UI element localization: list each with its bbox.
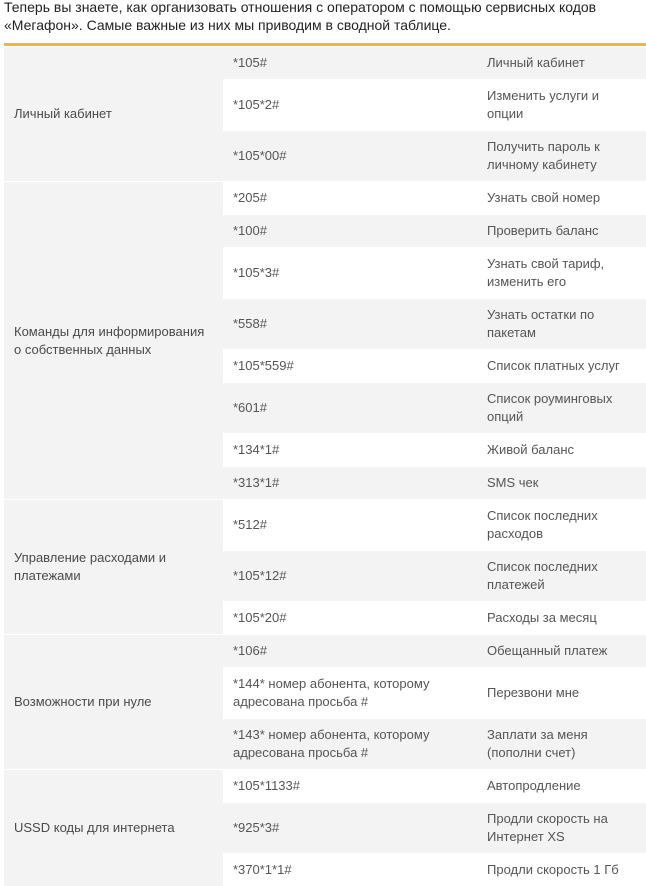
description-cell: Автопродление bbox=[477, 770, 646, 803]
code-cell: *558# bbox=[223, 299, 477, 350]
code-cell: *313*1# bbox=[223, 467, 477, 500]
code-cell: *105*1133# bbox=[223, 770, 477, 803]
description-cell: Список последних платежей bbox=[477, 551, 646, 602]
code-cell: *105*3# bbox=[223, 248, 477, 299]
code-cell: *105*12# bbox=[223, 551, 477, 602]
table-row bbox=[4, 635, 646, 668]
description-cell: Список роуминговых опций bbox=[477, 383, 646, 434]
code-cell: *370*1*1# bbox=[223, 854, 477, 886]
description-cell: Узнать свой тариф, изменить его bbox=[477, 248, 646, 299]
code-cell: *205# bbox=[223, 182, 477, 215]
table-row bbox=[4, 182, 646, 215]
code-cell: *512# bbox=[223, 500, 477, 551]
code-cell: *105*559# bbox=[223, 350, 477, 383]
description-cell: Перезвони мне bbox=[477, 668, 646, 719]
description-cell: Получить пароль к личному кабинету bbox=[477, 131, 646, 182]
description-cell: Живой баланс bbox=[477, 434, 646, 467]
service-codes-body bbox=[4, 47, 646, 886]
description-cell: SMS чек bbox=[477, 467, 646, 500]
code-cell: *925*3# bbox=[223, 803, 477, 854]
category-cell: USSD коды для интернета bbox=[4, 770, 223, 886]
table-row bbox=[4, 47, 646, 80]
category-cell: Управление расходами и платежами bbox=[4, 500, 223, 635]
code-cell: *105*00# bbox=[223, 131, 477, 182]
description-cell: Список платных услуг bbox=[477, 350, 646, 383]
code-cell: *105*2# bbox=[223, 80, 477, 131]
description-cell: Продли скорость на Интернет XS bbox=[477, 803, 646, 854]
code-cell: *601# bbox=[223, 383, 477, 434]
category-cell: Возможности при нуле bbox=[4, 635, 223, 770]
intro-paragraph: Теперь вы знаете, как организовать отношения с оператором с помощью сервисных кодов «Мегафон». Самые важные из них мы приводим в сводной таблице. bbox=[4, 0, 644, 34]
code-cell: *105*20# bbox=[223, 602, 477, 635]
description-cell: Проверить баланс bbox=[477, 215, 646, 248]
category-cell: Команды для информирования о собственных данных bbox=[4, 182, 223, 500]
code-cell: *143* номер абонента, которому адресована просьба # bbox=[223, 719, 477, 770]
code-cell: *106# bbox=[223, 635, 477, 668]
category-cell: Личный кабинет bbox=[4, 47, 223, 182]
code-cell: *105# bbox=[223, 47, 477, 80]
description-cell: Узнать остатки по пакетам bbox=[477, 299, 646, 350]
description-cell: Обещанный платеж bbox=[477, 635, 646, 668]
code-cell: *144* номер абонента, которому адресована просьба # bbox=[223, 668, 477, 719]
table-row bbox=[4, 500, 646, 551]
description-cell: Личный кабинет bbox=[477, 47, 646, 80]
description-cell: Расходы за месяц bbox=[477, 602, 646, 635]
description-cell: Список последних расходов bbox=[477, 500, 646, 551]
code-cell: *134*1# bbox=[223, 434, 477, 467]
description-cell: Изменить услуги и опции bbox=[477, 80, 646, 131]
description-cell: Узнать свой номер bbox=[477, 182, 646, 215]
description-cell: Заплати за меня (пополни счет) bbox=[477, 719, 646, 770]
description-cell: Продли скорость 1 Гб bbox=[477, 854, 646, 886]
code-cell: *100# bbox=[223, 215, 477, 248]
service-codes-table bbox=[4, 46, 646, 886]
table-row bbox=[4, 770, 646, 803]
